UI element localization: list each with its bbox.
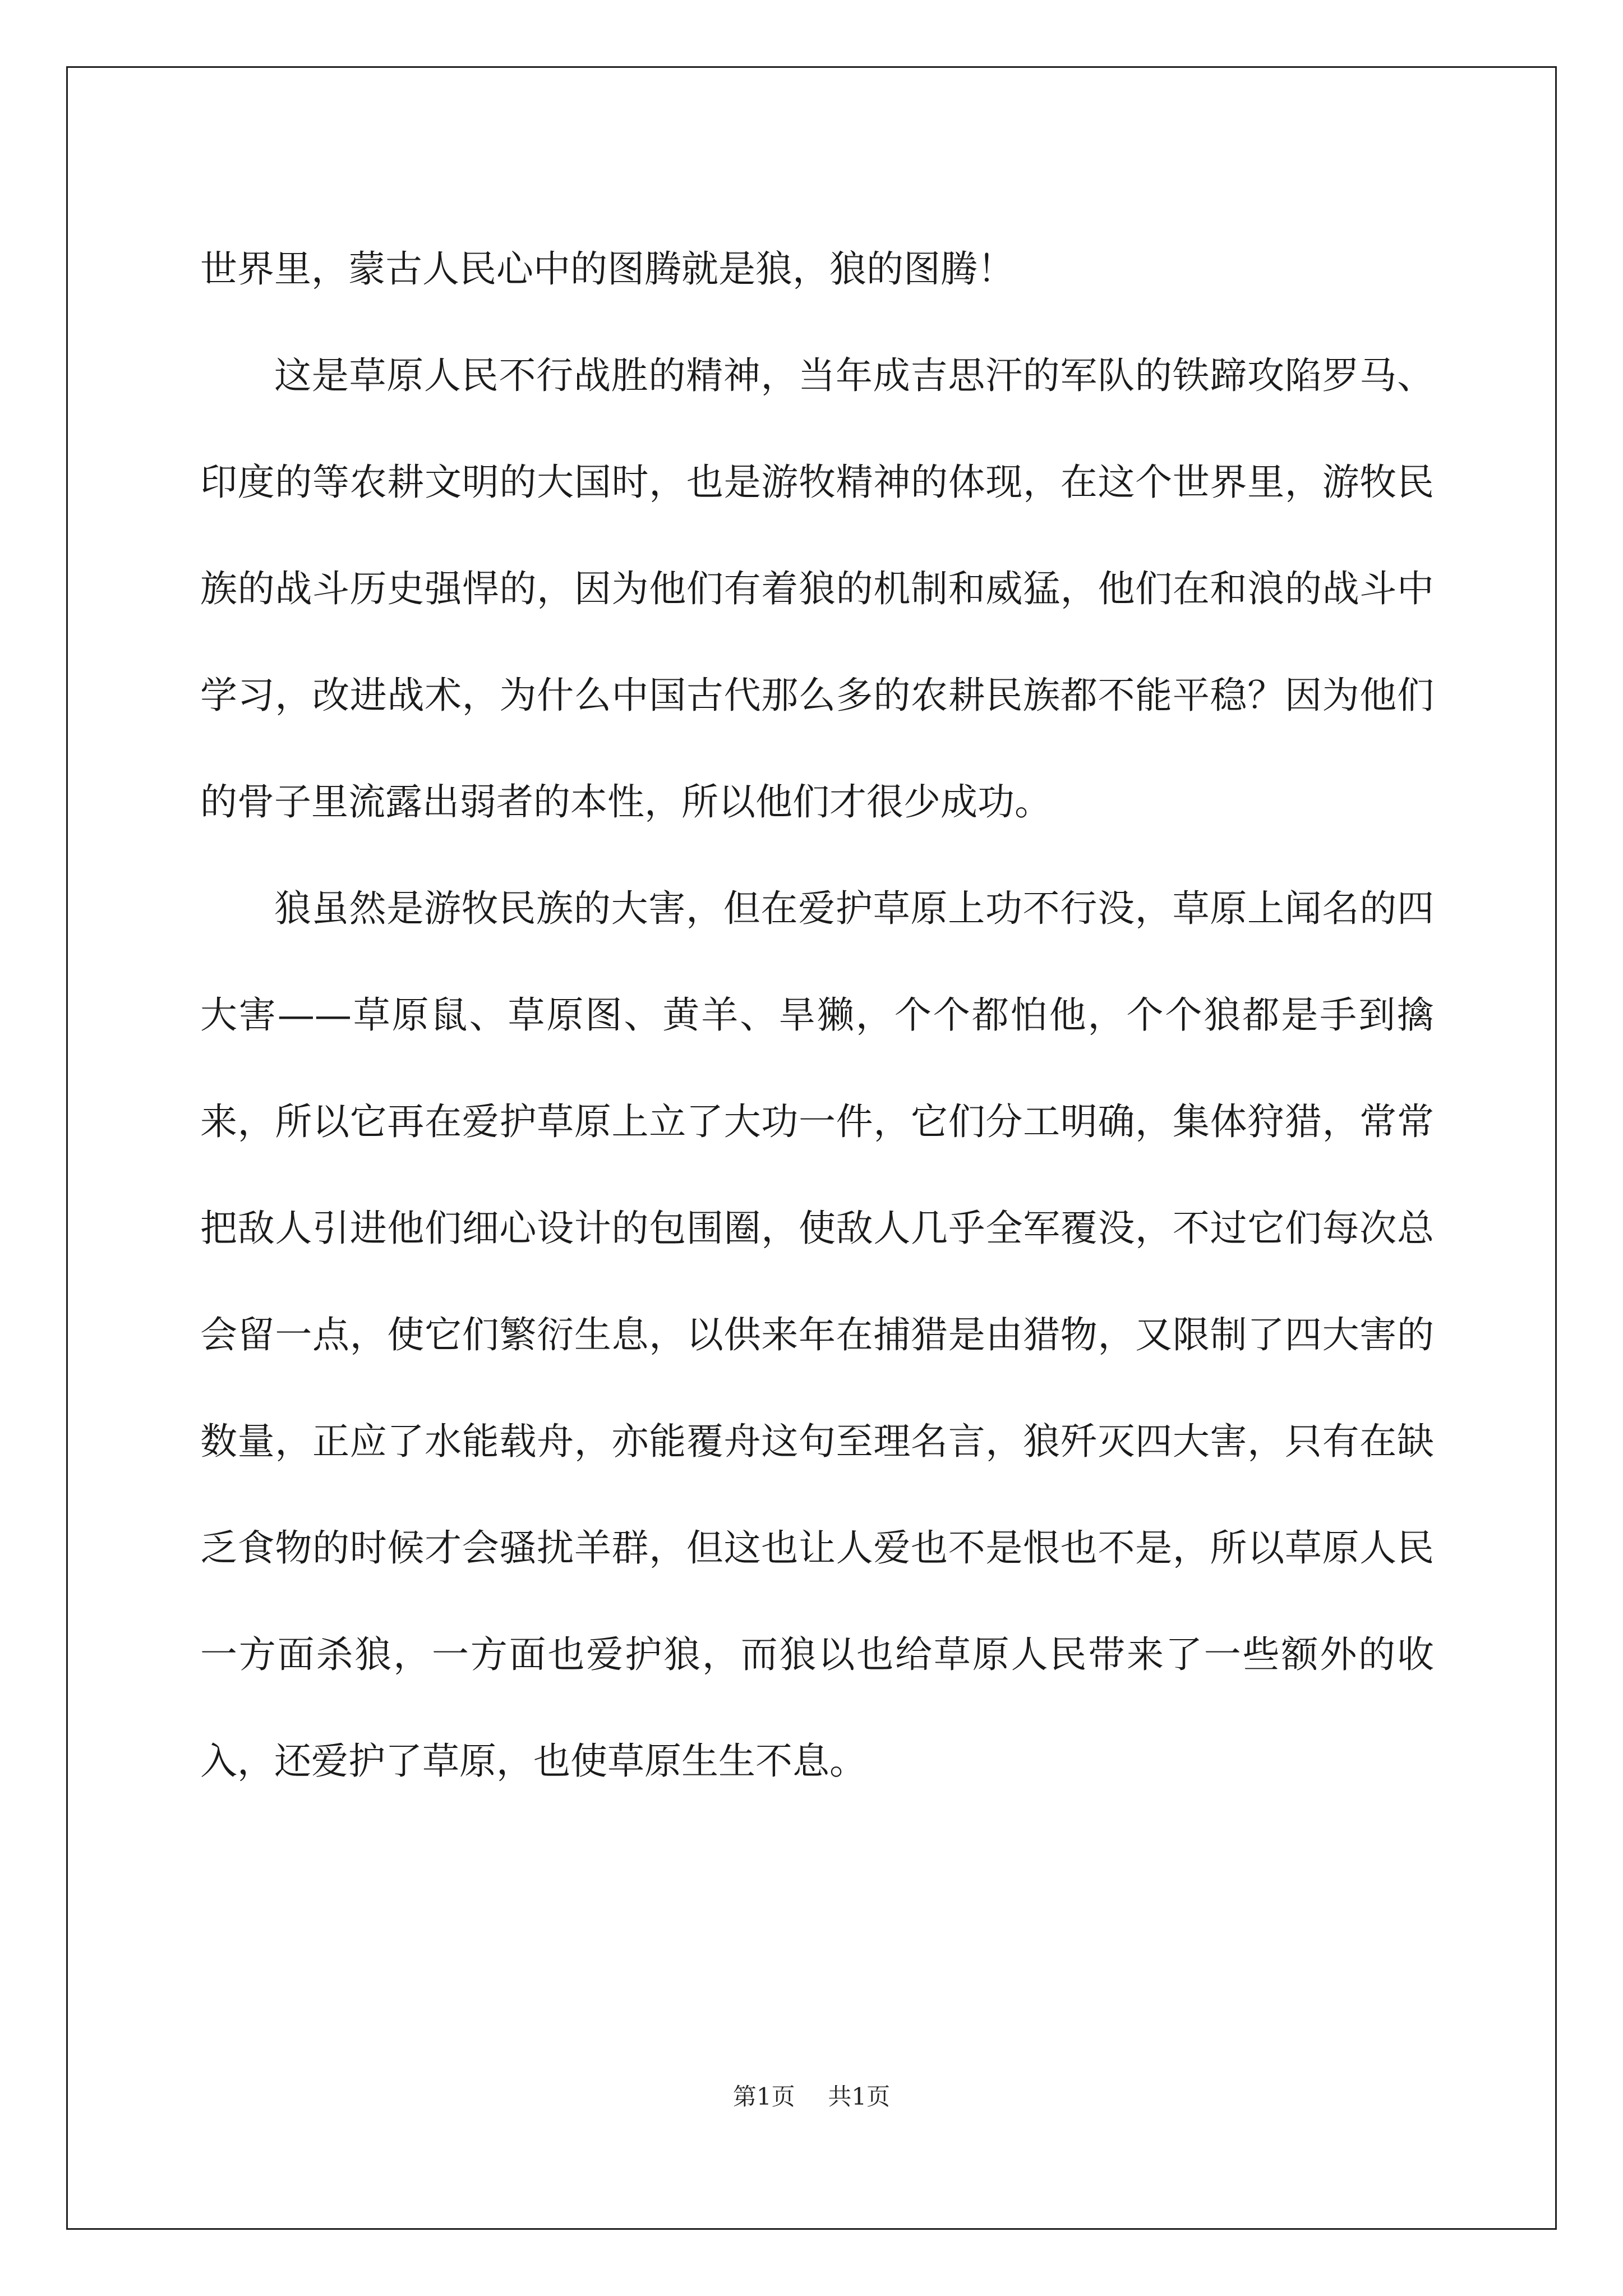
page-footer [0, 2078, 1623, 2112]
paragraph-1: 世界里，蒙古人民心中的图腾就是狼，狼的图腾！ [200, 247, 1015, 291]
page-total: 共1页 [828, 2083, 891, 2110]
paragraph-2: 这是草原人民不行战胜的精神，当年成吉思汗的军队的铁蹄攻陷罗马、印度的等农耕文明的大国时，也是游牧精神的体现，在这个世界里，游牧民族的战斗历史强悍的，因为他们有着狼的机制和威猛，他们在和浪的战斗中学习，改进战术，为什么中国古代那么多的农耕民族都不能平稳？因为他们的骨子里流露出弱者的本性，所以他们才很少成功。 [200, 354, 1434, 823]
document-body [200, 216, 1434, 1815]
page-number: 第1页 [732, 2083, 795, 2110]
paragraph-3: 狼虽然是游牧民族的大害，但在爱护草原上功不行没，草原上闻名的四大害——草原鼠、草原图、黄羊、旱獭，个个都怕他，个个狼都是手到擒来，所以它再在爱护草原上立了大功一件，它们分工明确，集体狩猎，常常把敌人引进他们细心设计的包围圈，使敌人几乎全军覆没，不过它们每次总会留一点，使它们繁衍生息，以供来年在捕猎是由猎物，又限制了四大害的数量，正应了水能载舟，亦能覆舟这句至理名言，狼歼灭四大害，只有在缺乏食物的时候才会骚扰羊群，但这也让人爱也不是恨也不是，所以草原人民一方面杀狼，一方面也爱护狼，而狼以也给草原人民带来了一些额外的收入，还爱护了草原，也使草原生生不息。 [200, 887, 1434, 1783]
